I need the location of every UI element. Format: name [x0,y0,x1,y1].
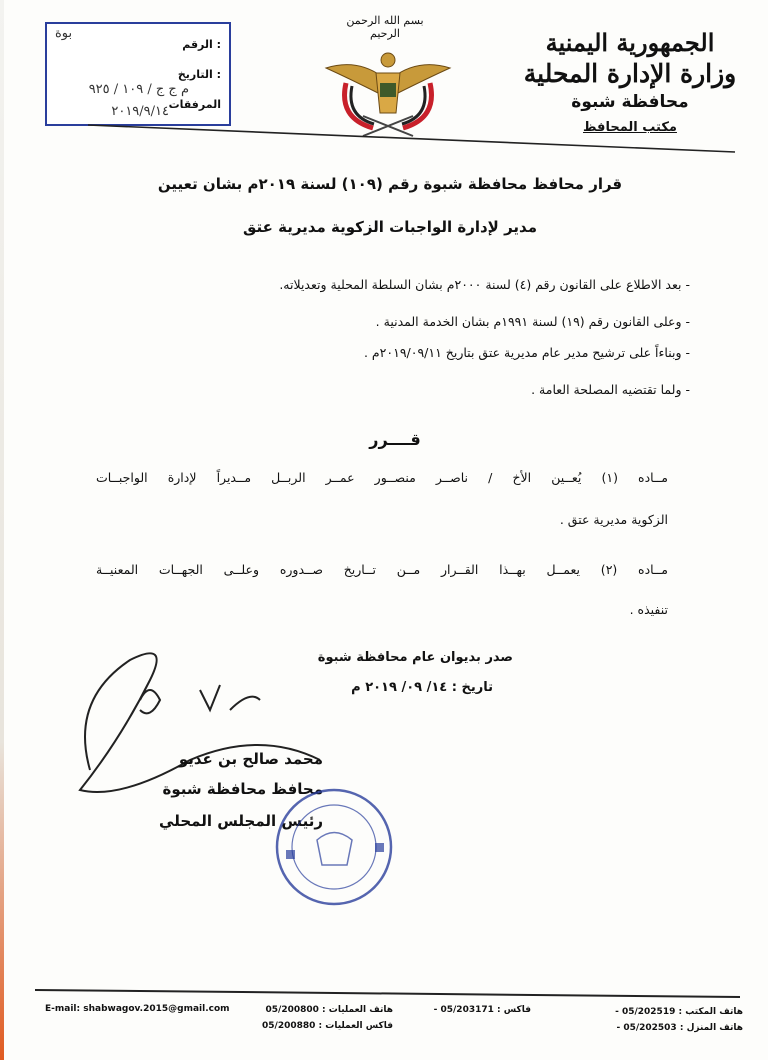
article-2-line1: مــاده (٢) يعمــل بهــذا القــرار مــن تــاريخ صــدوره وعلــى الجهــات المعنيــة [96,562,669,577]
reference-date-label: : التاريخ [177,68,221,81]
home-phone: هاتف المنزل : 05/202503 - [616,1023,743,1033]
header-divider [0,0,768,160]
signatory-title: محافظ محافظة شبوة [162,780,323,798]
issued-place: صدر بديوان عام محافظة شبوة [317,650,513,665]
country-name: الجمهورية اليمنية [545,28,715,57]
issued-date: تاريخ : ١٤/ ٠٩/ ٢٠١٩ م [351,680,493,695]
office-name: مكتب المحافظ [583,120,677,135]
basmala: بسم الله الرحمن الرحيم [346,14,424,40]
decision-heading: قــــرر [369,430,421,449]
article-1-line1: مــاده (١) يُعــين الأخ / ناصــر منصــور عمــر الربــل مــديراً لإدارة الواجبــات [96,470,669,485]
attachments-value: ٢٠١٩/٩/١٤ [111,104,169,119]
governorate-name: محافظة شبوة [571,92,689,112]
office-phone: هاتف المكتب : 05/202519 - [615,1007,743,1017]
email-address: E-mail: shabwagov.2015@gmail.com [45,1004,230,1014]
article-1-line2: الزكوية مديرية عتق . [559,512,668,527]
article-2-line2: تنفيذه . [629,602,668,617]
preamble-text: وعلى القانون رقم (١٩) لسنة ١٩٩١م بشان الخدمة المدنية . [375,314,682,329]
attachments-label: المرفقات [168,98,221,111]
decision-title-line1: قرار محافظ محافظة شبوة رقم (١٠٩) لسنة ٢٠١٩م بشان تعيين [157,175,623,193]
official-seal [272,785,397,910]
footer-divider [0,985,768,1005]
decision-title-line2: مدير لإدارة الواجبات الزكوية مديرية عتق [243,218,537,236]
preamble-text: بعد الاطلاع على القانون رقم (٤) لسنة ٢٠٠٠م بشان السلطة المحلية وتعديلاته. [279,277,682,292]
fax: فاكس : 05/203171 - [433,1005,531,1015]
ministry-name: وزارة الإدارة المحلية [523,59,737,88]
preamble-item: - بعد الاطلاع على القانون رقم (٤) لسنة ٢٠٠٠م بشان السلطة المحلية وتعديلاته. [279,277,690,292]
reference-number-value: بوة [55,26,73,41]
preamble-item: - وعلى القانون رقم (١٩) لسنة ١٩٩١م بشان الخدمة المدنية . [375,314,690,329]
preamble-item: - وبناءاً على ترشيح مدير عام مديرية عتق بتاريخ ٢٠١٩/٠٩/١١م . [363,345,690,360]
signatory-council-title: رئيس المجلس المحلي [159,812,323,830]
reference-number-label: : الرقم [182,38,221,51]
preamble-text: ولما تقتضيه المصلحة العامة . [531,382,682,397]
preamble-item: - ولما تقتضيه المصلحة العامة . [531,382,690,397]
operations-phone: هاتف العمليات : 05/200800 [265,1005,393,1015]
operations-fax: فاكس العمليات : 05/200880 [262,1021,393,1031]
signatory-name: محمد صالح بن عديو [178,750,323,768]
reference-date-value: م ج ج / ١٠٩ / ٩٢٥ [88,82,189,97]
preamble-text: وبناءاً على ترشيح مدير عام مديرية عتق بتاريخ ٢٠١٩/٠٩/١١م . [363,345,682,360]
